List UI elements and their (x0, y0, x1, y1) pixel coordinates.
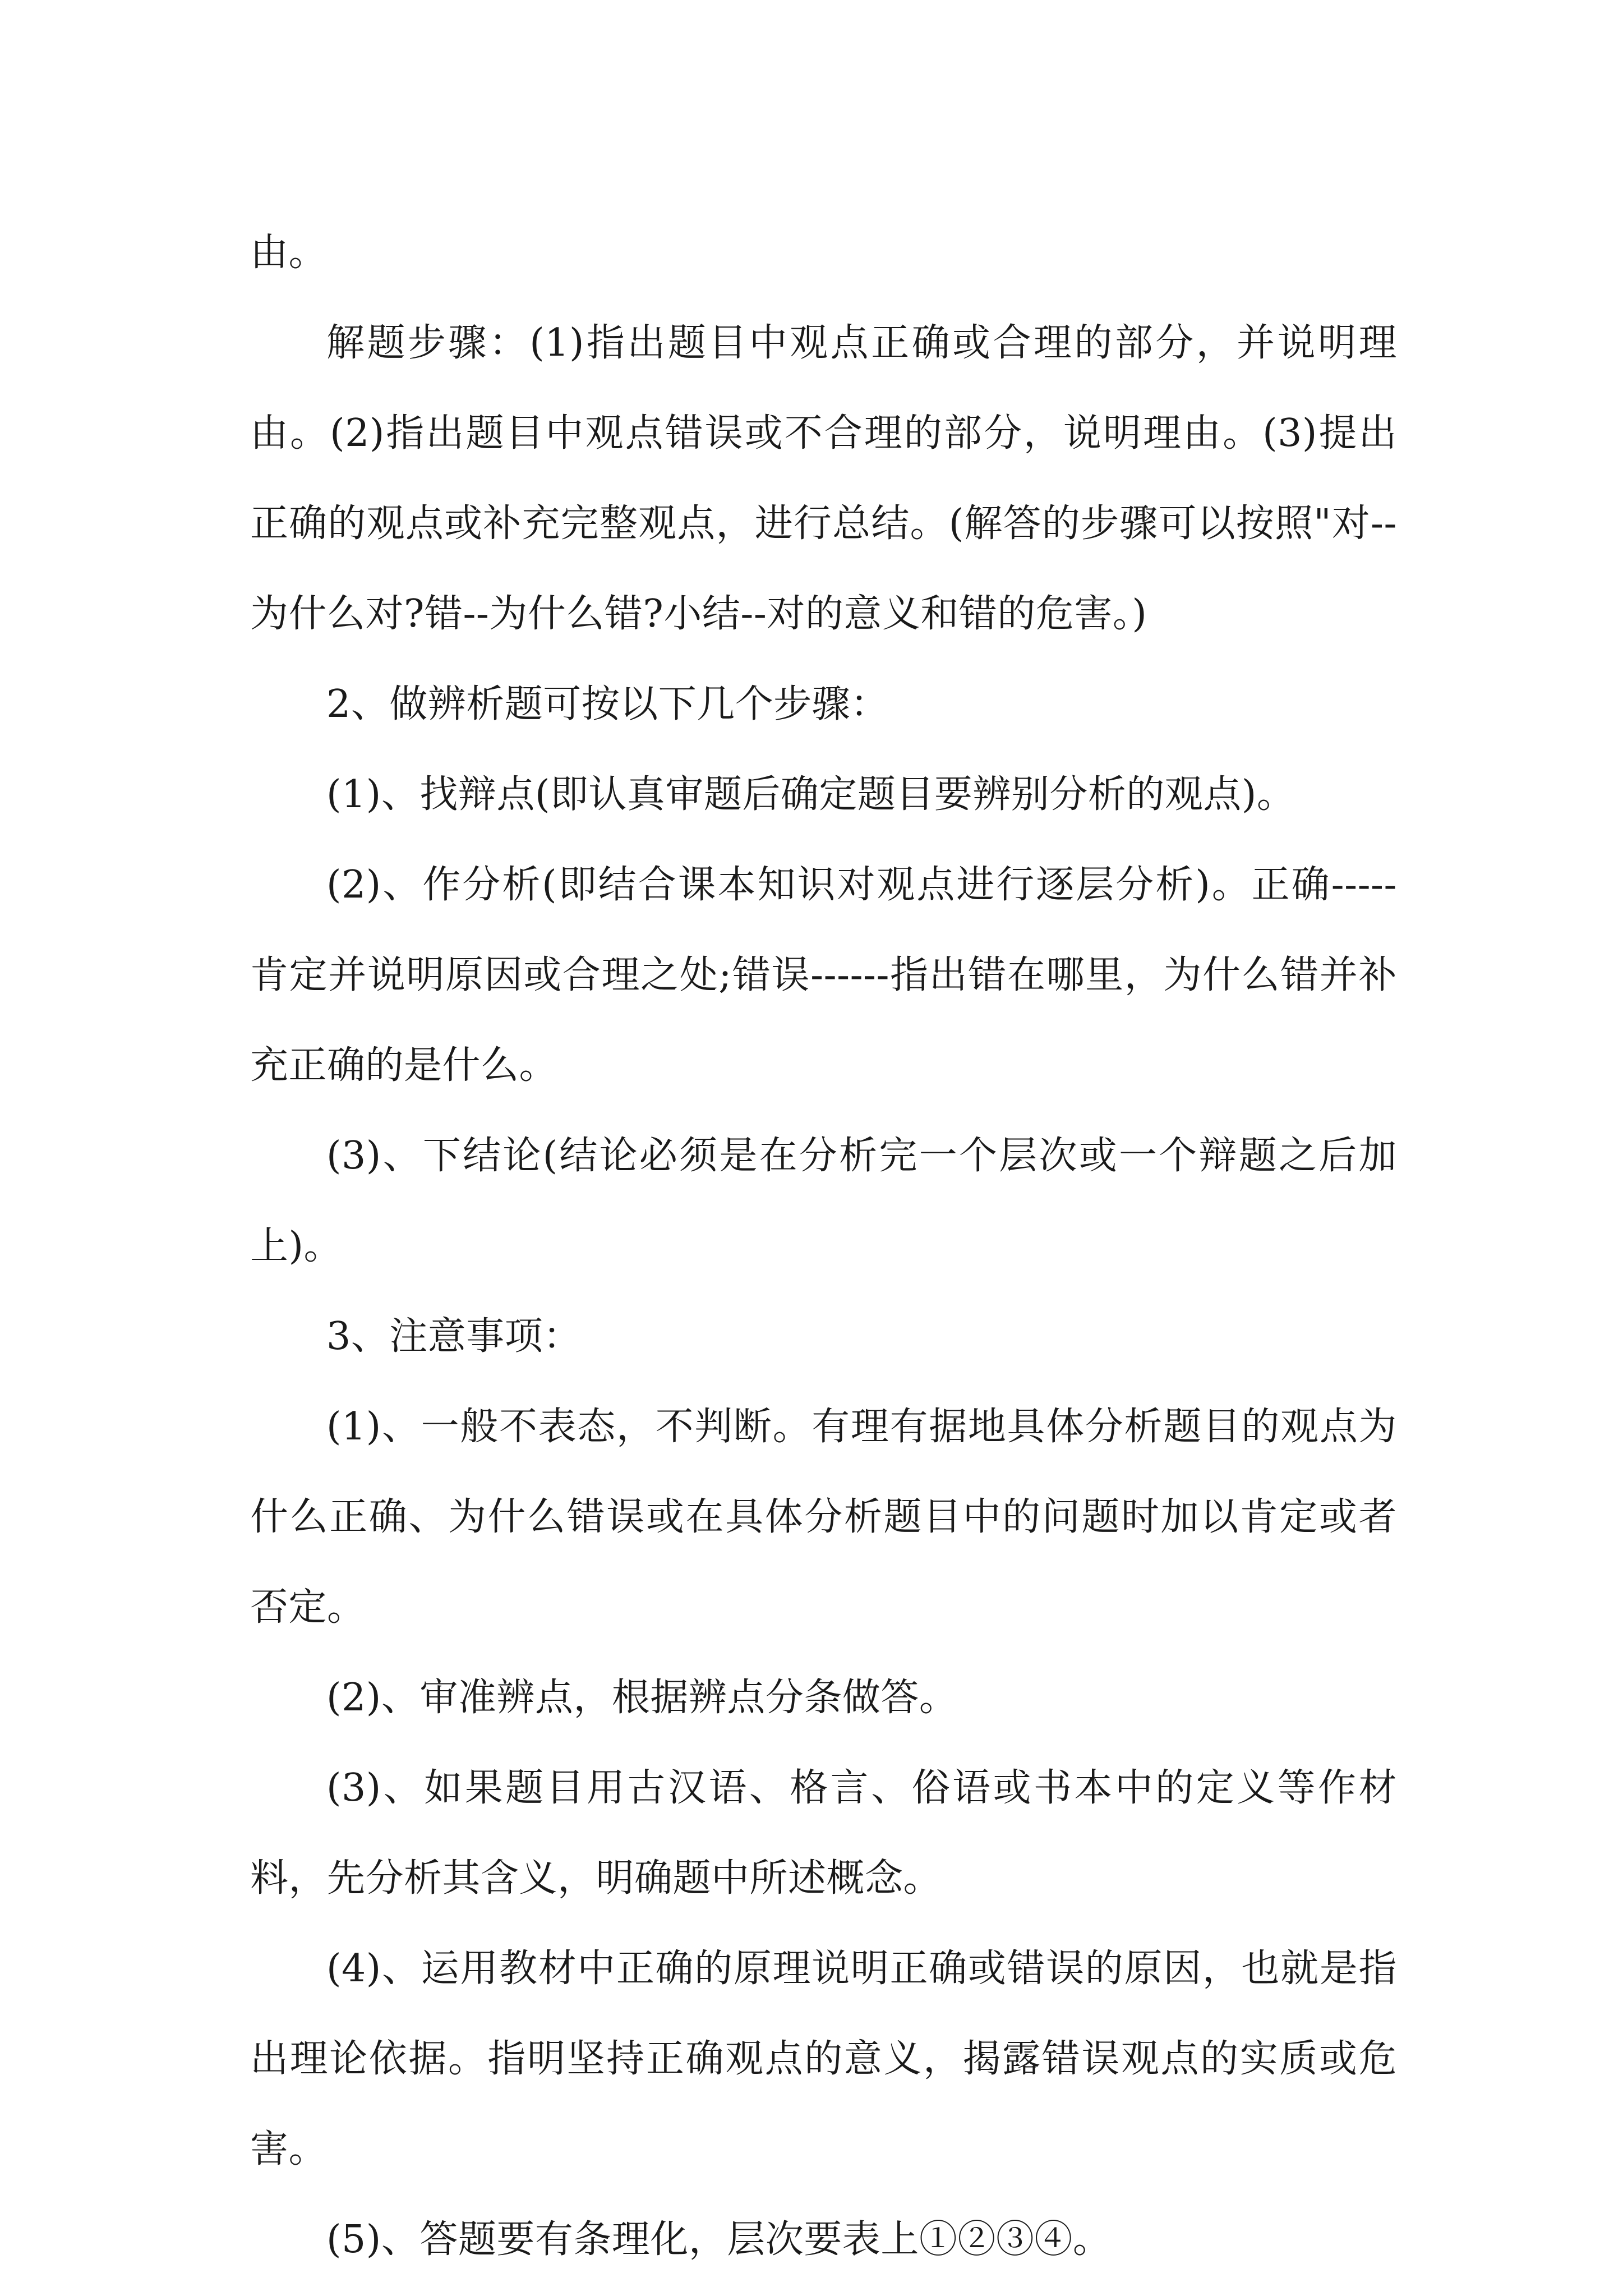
paragraph-section-3-heading: 3、注意事项： (326, 1314, 582, 1359)
paragraph-note-5: (5)、答题要有条理化，层次要表上①②③④。 (326, 2217, 1112, 2262)
paragraph-note-3: (3)、如果题目用古汉语、格言、俗语或书本中的定义等作材料，先分析其含义，明确题中所述概念。 (250, 1766, 1397, 1901)
paragraph-continuation: 由。 (250, 231, 328, 275)
paragraph-step-1: (1)、找辩点(即认真审题后确定题目要辨别分析的观点)。 (326, 772, 1295, 817)
paragraph-step-2: (2)、作分析(即结合课本知识对观点进行逐层分析)。正确-----肯定并说明原因或合理之处;错误------指出错在哪里，为什么错并补充正确的是什么。 (250, 863, 1397, 1088)
paragraph-solving-steps: 解题步骤：(1)指出题目中观点正确或合理的部分，并说明理由。(2)指出题目中观点错误或不合理的部分，说明理由。(3)提出正确的观点或补充完整观点，进行总结。(解答的步骤可以按照"对--为什么对?错--为什么错?小结--对的意义和错的危害。) (250, 321, 1397, 636)
document-body (250, 208, 1397, 2285)
paragraph-note-1: (1)、一般不表态，不判断。有理有据地具体分析题目的观点为什么正确、为什么错误或在具体分析题目中的问题时加以肯定或者否定。 (250, 1405, 1397, 1630)
paragraph-note-2: (2)、审准辨点，根据辨点分条做答。 (326, 1676, 958, 1720)
paragraph-step-3: (3)、下结论(结论必须是在分析完一个层次或一个辩题之后加上)。 (250, 1134, 1397, 1268)
paragraph-note-4: (4)、运用教材中正确的原理说明正确或错误的原因，也就是指出理论依据。指明坚持正确观点的意义，揭露错误观点的实质或危害。 (250, 1947, 1397, 2171)
paragraph-section-2-heading: 2、做辨析题可按以下几个步骤： (326, 682, 889, 726)
